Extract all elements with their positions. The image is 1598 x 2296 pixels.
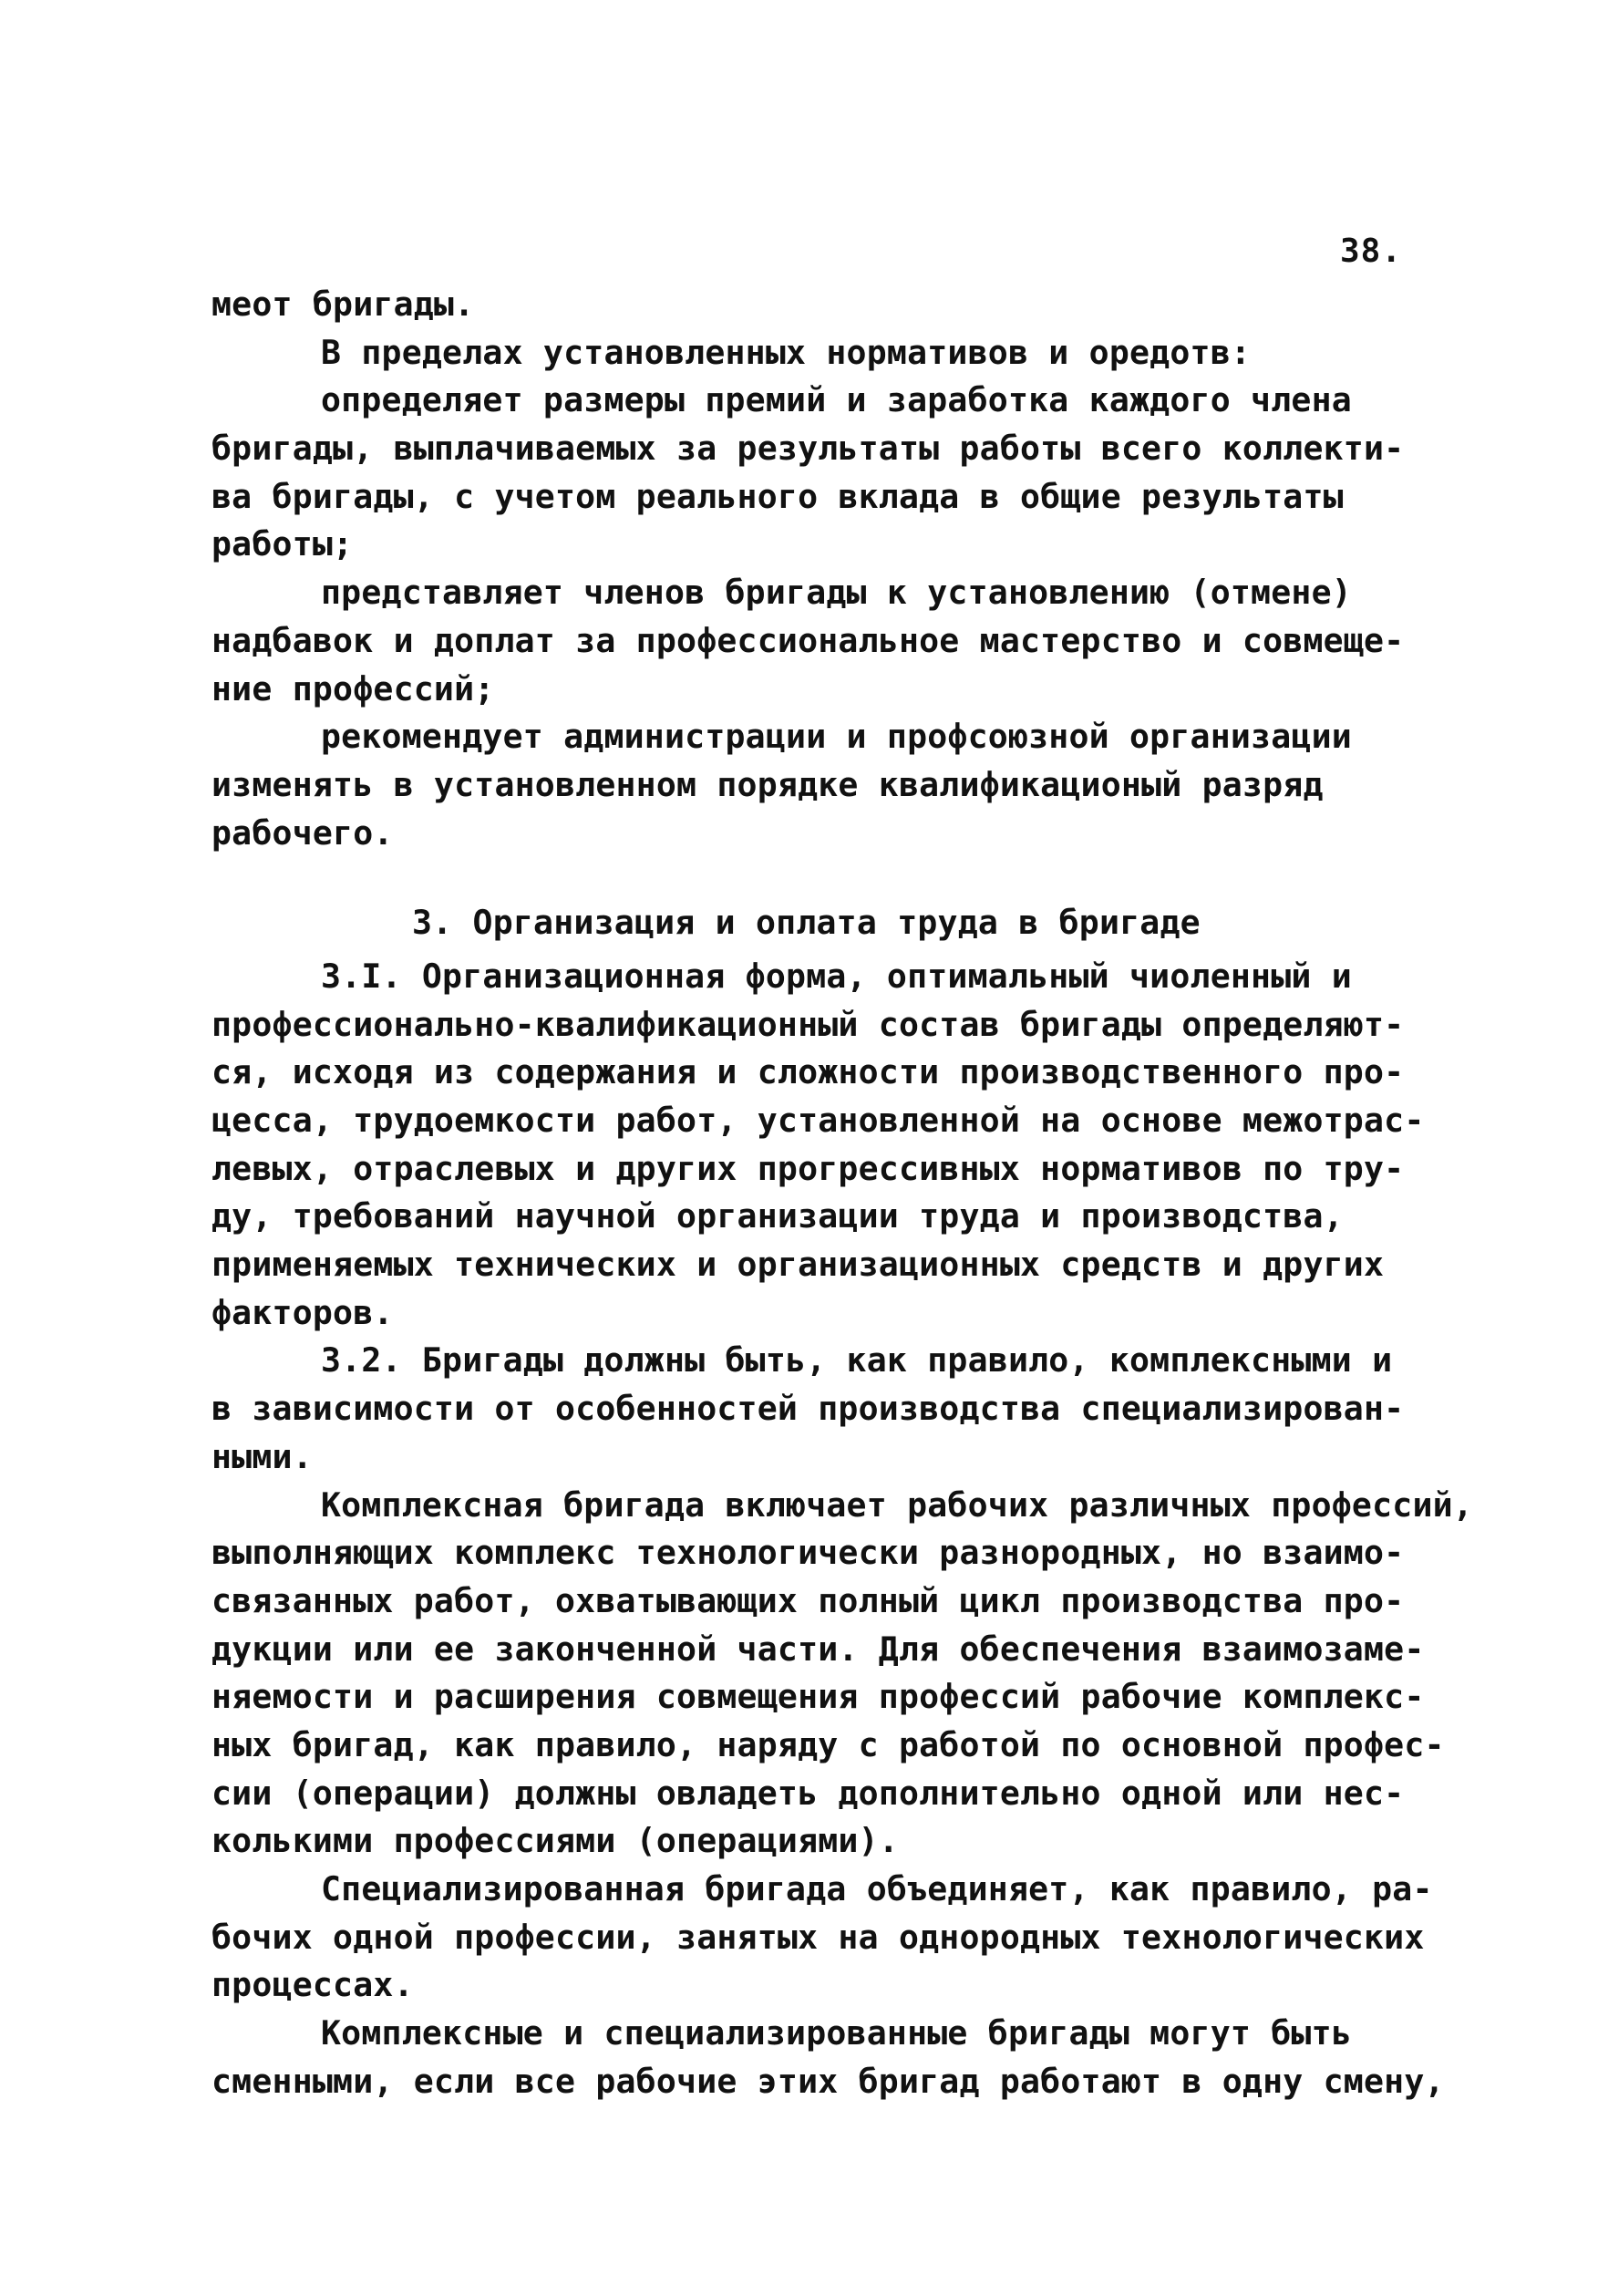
text-line: бочих одной профессии, занятых на однородных технологических (211, 1917, 1425, 1957)
text-line: факторов. (211, 1292, 394, 1332)
text-line: применяемых технических и организационных средств и других (211, 1245, 1385, 1285)
text-line: работы; (211, 524, 354, 564)
page-number: 38. (1340, 233, 1403, 270)
text-line: выполняющих комплекс технологически разнородных, но взаимо- (211, 1533, 1405, 1573)
text-line: 3.2. Бригады должны быть, как правило, комплексными и (321, 1340, 1393, 1381)
text-line: профессионально-квалификационный состав бригады определяют- (211, 1004, 1405, 1044)
text-line: бригады, выплачиваемых за результаты работы всего коллекти- (211, 429, 1405, 469)
text-line: ние профессий; (211, 668, 495, 708)
text-line: ся, исходя из содержания и сложности производственного про- (211, 1052, 1405, 1092)
text-line: Специализированная бригада объединяет, как правило, ра- (321, 1869, 1433, 1908)
text-line: процессах. (211, 1965, 414, 2005)
text-line: изменять в установленном порядке квалификационый разряд (211, 764, 1324, 804)
text-line: в зависимости от особенностей производства специализирован- (211, 1389, 1405, 1429)
text-line: определяет размеры премий и заработка каждого члена (321, 380, 1352, 420)
text-line: связанных работ, охватывающих полный цикл производства про- (211, 1580, 1405, 1620)
body-text (211, 281, 1488, 2105)
text-line: 3.I. Организационная форма, оптимальный чиоленный и (321, 956, 1352, 996)
text-line: рекомендует администрации и профсоюзной организации (321, 717, 1352, 757)
text-line: сменными, если все рабочие этих бригад работают в одну смену, (211, 2061, 1445, 2101)
text-line: ва бригады, с учетом реального вклада в общие результаты (211, 476, 1344, 516)
text-line: представляет членов бригады к установлению (отмене) (321, 573, 1352, 613)
text-line: цесса, трудоемкости работ, установленной на основе межотрас- (211, 1101, 1425, 1140)
text-line: сии (операции) должны овладеть дополнительно одной или нес- (211, 1773, 1405, 1813)
text-line: колькими профессиями (операциями). (211, 1821, 899, 1861)
text-line: надбавок и доплат за профессиональное мастерство и совмеще- (211, 620, 1405, 660)
text-line: рабочего. (211, 812, 394, 853)
text-line: ду, требований научной организации труда и производства, (211, 1196, 1344, 1236)
text-line: няемости и расширения совмещения профессий рабочие комплекс- (211, 1677, 1425, 1717)
text-line: левых, отраслевых и других прогрессивных нормативов по тру- (211, 1148, 1405, 1188)
text-line: дукции или ее законченной части. Для обеспечения взаимозаме- (211, 1629, 1425, 1669)
text-line: ными. (211, 1436, 313, 1476)
text-line: меот бригады. (211, 284, 475, 324)
text-line: Комплексная бригада включает рабочих различных профессий, (321, 1484, 1473, 1525)
section-heading: 3. Организация и оплата труда в бригаде (412, 903, 1201, 943)
text-line: В пределах установленных нормативов и оредотв: (321, 332, 1252, 372)
text-line: Комплексные и специализированные бригады могут быть (321, 2013, 1352, 2053)
text-line: ных бригад, как правило, наряду с работой по основной профес- (211, 1724, 1445, 1764)
